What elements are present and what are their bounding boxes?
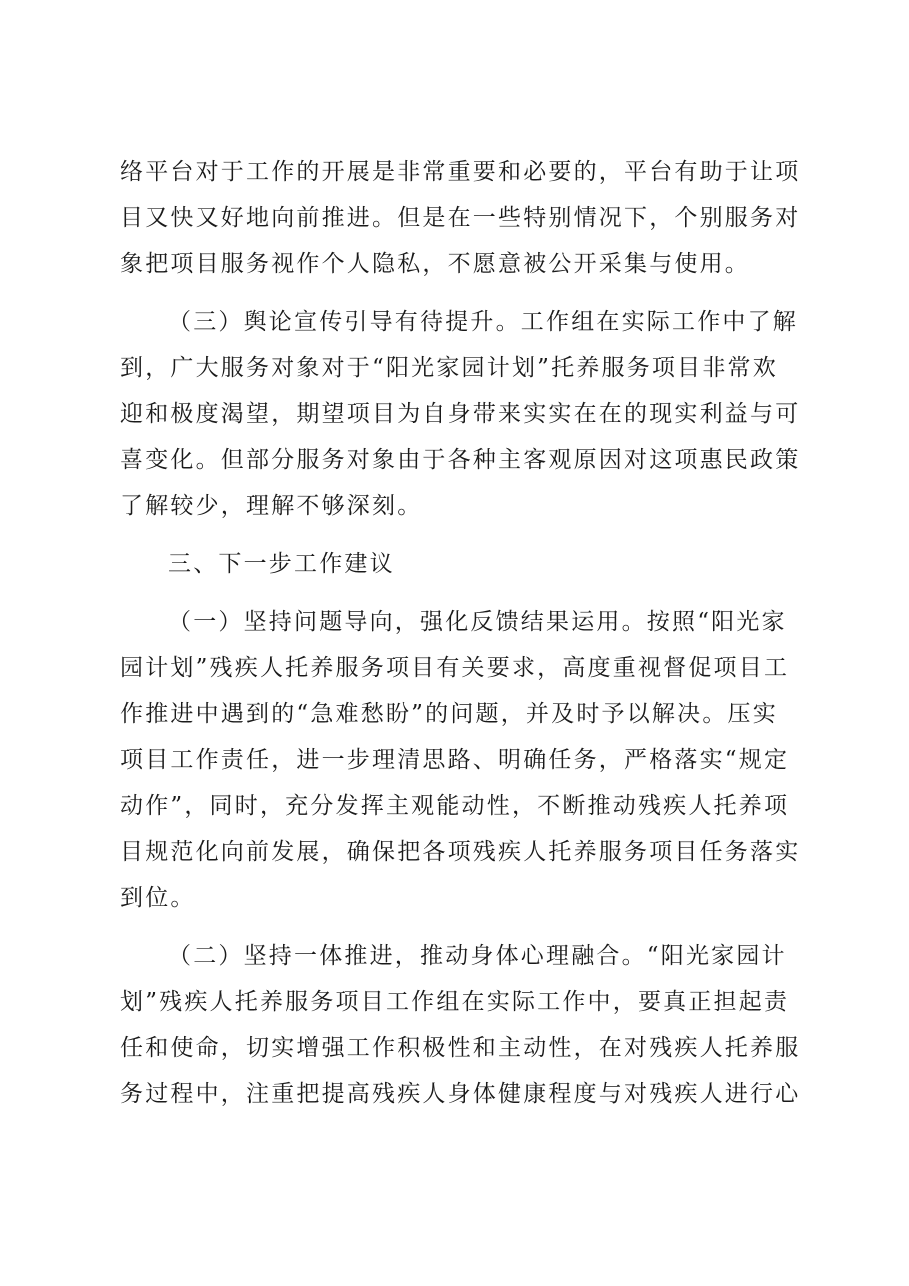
- text-line: （一）坚持问题导向，强化反馈结果运用。按照“阳光家: [168, 609, 787, 635]
- text-line: 喜变化。但部分服务对象由于各种主客观原因对这项惠民政策: [120, 447, 801, 473]
- paragraph-continuation: [120, 149, 801, 287]
- text-line: 到，广大服务对象对于“阳光家园计划”托养服务项目非常欢: [120, 355, 778, 381]
- text-line: （三）舆论宣传引导有待提升。工作组在实际工作中了解: [168, 309, 798, 335]
- section-heading: [120, 541, 790, 587]
- text-line: 动作”，同时，充分发挥主观能动性，不断推动残疾人托养项: [120, 793, 790, 819]
- text-line: 园计划”残疾人托养服务项目有关要求，高度重视督促项目工: [120, 655, 790, 681]
- text-line: 目规范化向前发展，确保把各项残疾人托养服务项目任务落实: [120, 839, 801, 865]
- text-line: 项目工作责任，进一步理清思路、明确任务，严格落实“规定: [120, 747, 790, 773]
- text-line: 划”残疾人托养服务项目工作组在实际工作中，要真正担起责: [120, 989, 790, 1015]
- text-line: 务过程中，注重把提高残疾人身体健康程度与对残疾人进行心: [120, 1081, 801, 1107]
- document-body: [120, 149, 801, 1117]
- paragraph-opinion-publicity: [120, 299, 801, 529]
- text-line: 任和使命，切实增强工作积极性和主动性，在对残疾人托养服: [120, 1035, 801, 1061]
- paragraph-integrated-progress: [120, 933, 801, 1117]
- text-line: 作推进中遇到的“急难愁盼”的问题，并及时予以解决。压实: [120, 701, 778, 727]
- text-line: 象把项目服务视作个人隐私，不愿意被公开采集与使用。: [120, 251, 750, 277]
- heading-text: 三、下一步工作建议: [168, 551, 395, 577]
- text-line: 到位。: [120, 885, 196, 911]
- text-line: 络平台对于工作的开展是非常重要和必要的，平台有助于让项: [120, 159, 801, 185]
- text-line: 迎和极度渴望，期望项目为自身带来实实在在的现实利益与可: [120, 401, 801, 427]
- paragraph-problem-oriented: [120, 599, 801, 921]
- text-line: 了解较少，理解不够深刻。: [120, 493, 423, 519]
- text-line: （二）坚持一体推进，推动身体心理融合。“阳光家园计: [168, 943, 787, 969]
- text-line: 目又快又好地向前推进。但是在一些特别情况下，个别服务对: [120, 205, 801, 231]
